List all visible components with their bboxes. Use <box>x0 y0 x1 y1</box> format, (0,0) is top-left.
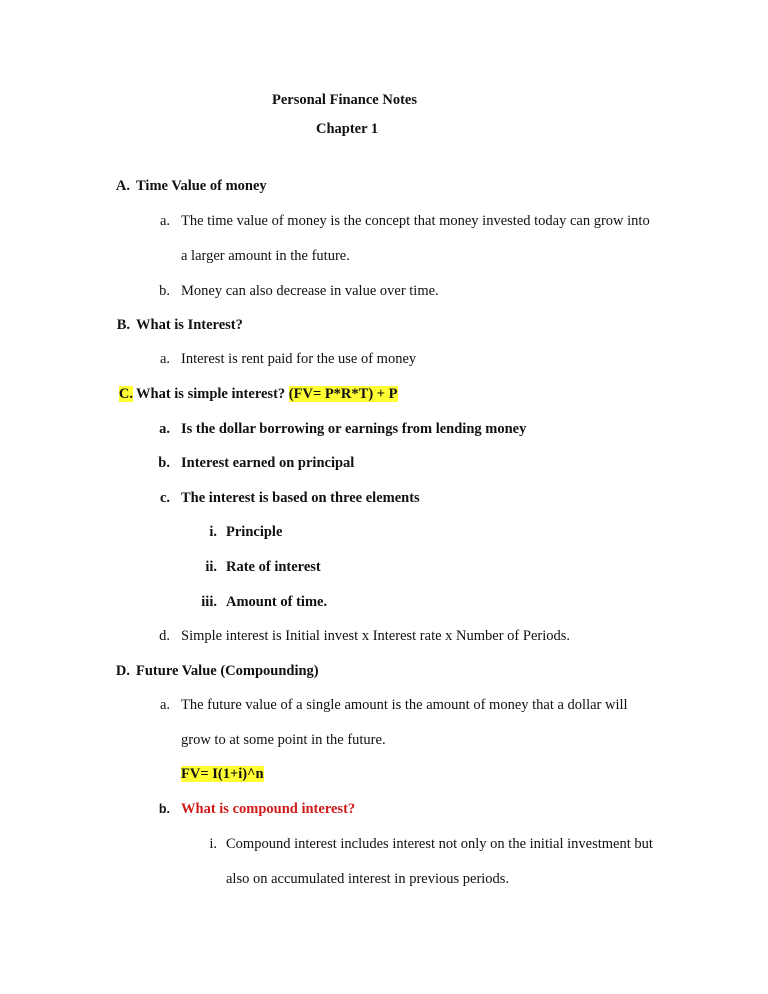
section-c-item-b-marker: b. <box>158 455 170 471</box>
section-c-item-b-line-1: Interest earned on principal <box>181 455 355 471</box>
section-a-item-a-line-1: The time value of money is the concept that money invested today can grow into <box>181 213 650 229</box>
section-c-heading: What is simple interest? <box>136 386 286 402</box>
section-c-subitem-ii-marker: ii. <box>205 559 217 575</box>
section-c-item-d-marker: d. <box>159 628 170 644</box>
section-c-item-a-marker: a. <box>159 421 170 437</box>
section-c-subitem-iii-text: Amount of time. <box>226 594 328 610</box>
section-a-item-a-marker: a. <box>159 213 170 229</box>
section-c-item-c-marker: c. <box>159 490 170 506</box>
section-d-item-b-marker: b. <box>158 802 170 816</box>
page-title: Personal Finance Notes <box>272 92 417 108</box>
section-b-marker: B. <box>116 317 130 333</box>
section-d-subitem-i-line-2: also on accumulated interest in previous periods. <box>226 871 510 887</box>
future-value-formula: FV= I(1+i)^n <box>181 766 264 782</box>
section-a-marker: A. <box>115 178 130 194</box>
section-c-subitem-i-marker: i. <box>209 524 217 540</box>
section-d-item-a-line-1: The future value of a single amount is the amount of money that a dollar will <box>181 697 628 713</box>
section-b-item-a-marker: a. <box>159 351 170 367</box>
section-c-subitem-i-text: Principle <box>226 524 283 540</box>
section-a-item-b-line-1: Money can also decrease in value over time. <box>181 283 439 299</box>
section-d-heading: Future Value (Compounding) <box>136 663 319 679</box>
section-d-item-a-marker: a. <box>159 697 170 713</box>
chapter-subtitle: Chapter 1 <box>316 121 379 137</box>
section-d-subitem-i-line-1: Compound interest includes interest not only on the initial investment but <box>226 836 653 852</box>
section-c-subitem-ii-text: Rate of interest <box>226 559 321 575</box>
section-b-heading: What is Interest? <box>136 317 243 333</box>
section-c-item-c-line-1: The interest is based on three elements <box>181 490 420 506</box>
section-d-subitem-i-marker: i. <box>209 836 217 852</box>
section-a-item-a-line-2: a larger amount in the future. <box>181 248 350 264</box>
section-d-item-a-line-2: grow to at some point in the future. <box>181 732 386 748</box>
section-c-marker: C. <box>118 386 133 402</box>
section-a-item-b-marker: b. <box>159 283 170 299</box>
section-c-subitem-iii-marker: iii. <box>201 594 217 610</box>
section-a-heading: Time Value of money <box>136 178 267 194</box>
section-c-item-a-line-1: Is the dollar borrowing or earnings from lending money <box>181 421 527 437</box>
simple-interest-formula: (FV= P*R*T) + P <box>288 386 398 402</box>
section-b-item-a-line-1: Interest is rent paid for the use of money <box>181 351 417 367</box>
compound-interest-question: What is compound interest? <box>181 801 356 817</box>
section-c-item-d-line-1: Simple interest is Initial invest x Interest rate x Number of Periods. <box>181 628 571 644</box>
section-d-marker: D. <box>115 663 130 679</box>
section-c-heading-row <box>136 384 398 404</box>
